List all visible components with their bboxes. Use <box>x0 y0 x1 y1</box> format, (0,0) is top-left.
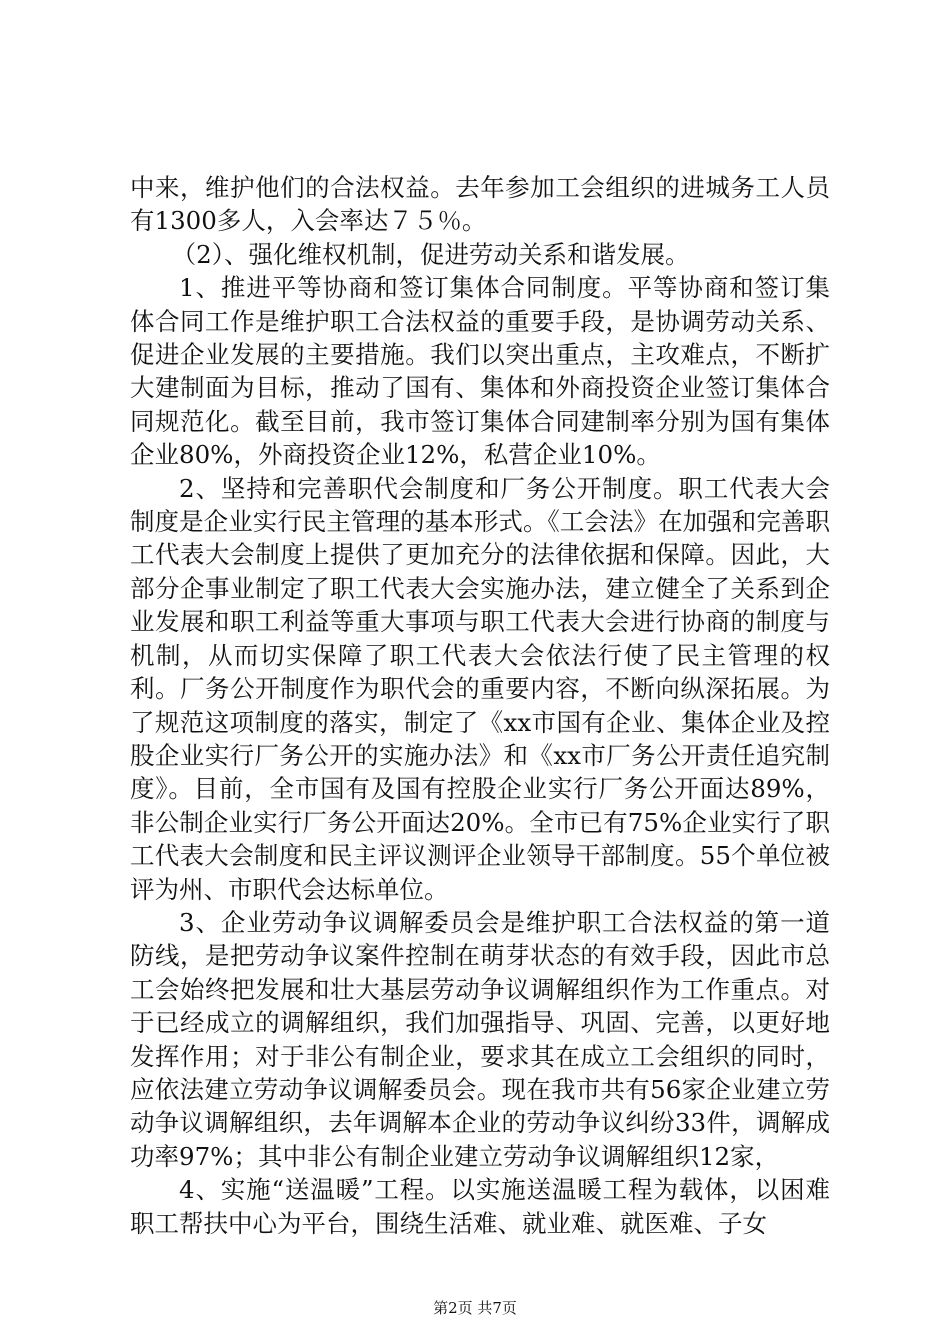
page-number: 第2页 共7页 <box>433 1299 517 1317</box>
paragraph-collective-contract: 1、推进平等协商和签订集体合同制度。平等协商和签订集体合同工作是维护职工合法权益的重要手段，是协调劳动关系、促进企业发展的主要措施。我们以突出重点，主攻难点，不断扩大建制面为目标，推动了国有、集体和外商投资企业签订集体合同规范化。截至目前，我市签订集体合同建制率分别为国有集体企业80%，外商投资企业12%，私营企业10%。 <box>130 273 830 470</box>
paragraph-continuation: 中来，维护他们的合法权益。去年参加工会组织的进城务工人员有1300多人，入会率达７５％。 <box>130 173 830 236</box>
paragraph-warmth-project: 4、实施“送温暖”工程。以实施送温暖工程为载体，以困难职工帮扶中心为平台，围绕生活难、就业难、就医难、子女 <box>130 1175 830 1238</box>
paragraph-workers-congress: 2、坚持和完善职代会制度和厂务公开制度。职工代表大会制度是企业实行民主管理的基本形式。《工会法》在加强和完善职工代表大会制度上提供了更加充分的法律依据和保障。因此，大部分企事业制定了职工代表大会实施办法，建立健全了关系到企业发展和职工利益等重大事项与职工代表大会进行协商的制度与机制，从而切实保障了职工代表大会依法行使了民主管理的权利。厂务公开制度作为职代会的重要内容，不断向纵深拓展。为了规范这项制度的落实，制定了《xx市国有企业、集体企业及控股企业实行厂务公开的实施办法》和《xx市厂务公开责任追究制度》。目前，全市国有及国有控股企业实行厂务公开面达89%，非公制企业实行厂务公开面达20%。全市已有75%企业实行了职工代表大会制度和民主评议测评企业领导干部制度。55个单位被评为州、市职代会达标单位。 <box>130 473 830 904</box>
document-body <box>130 171 830 1240</box>
section-heading: （2）、强化维权机制，促进劳动关系和谐发展。 <box>171 239 690 269</box>
paragraph-dispute-mediation: 3、企业劳动争议调解委员会是维护职工合法权益的第一道防线，是把劳动争议案件控制在萌芽状态的有效手段，因此市总工会始终把发展和壮大基层劳动争议调解组织作为工作重点。对于已经成立的调解组织，我们加强指导、巩固、完善，以更好地发挥作用；对于非公有制企业，要求其在成立工会组织的同时，应依法建立劳动争议调解委员会。现在我市共有56家企业建立劳动争议调解组织，去年调解本企业的劳动争议纠纷33件，调解成功率97%；其中非公有制企业建立劳动争议调解组织12家， <box>130 907 830 1171</box>
